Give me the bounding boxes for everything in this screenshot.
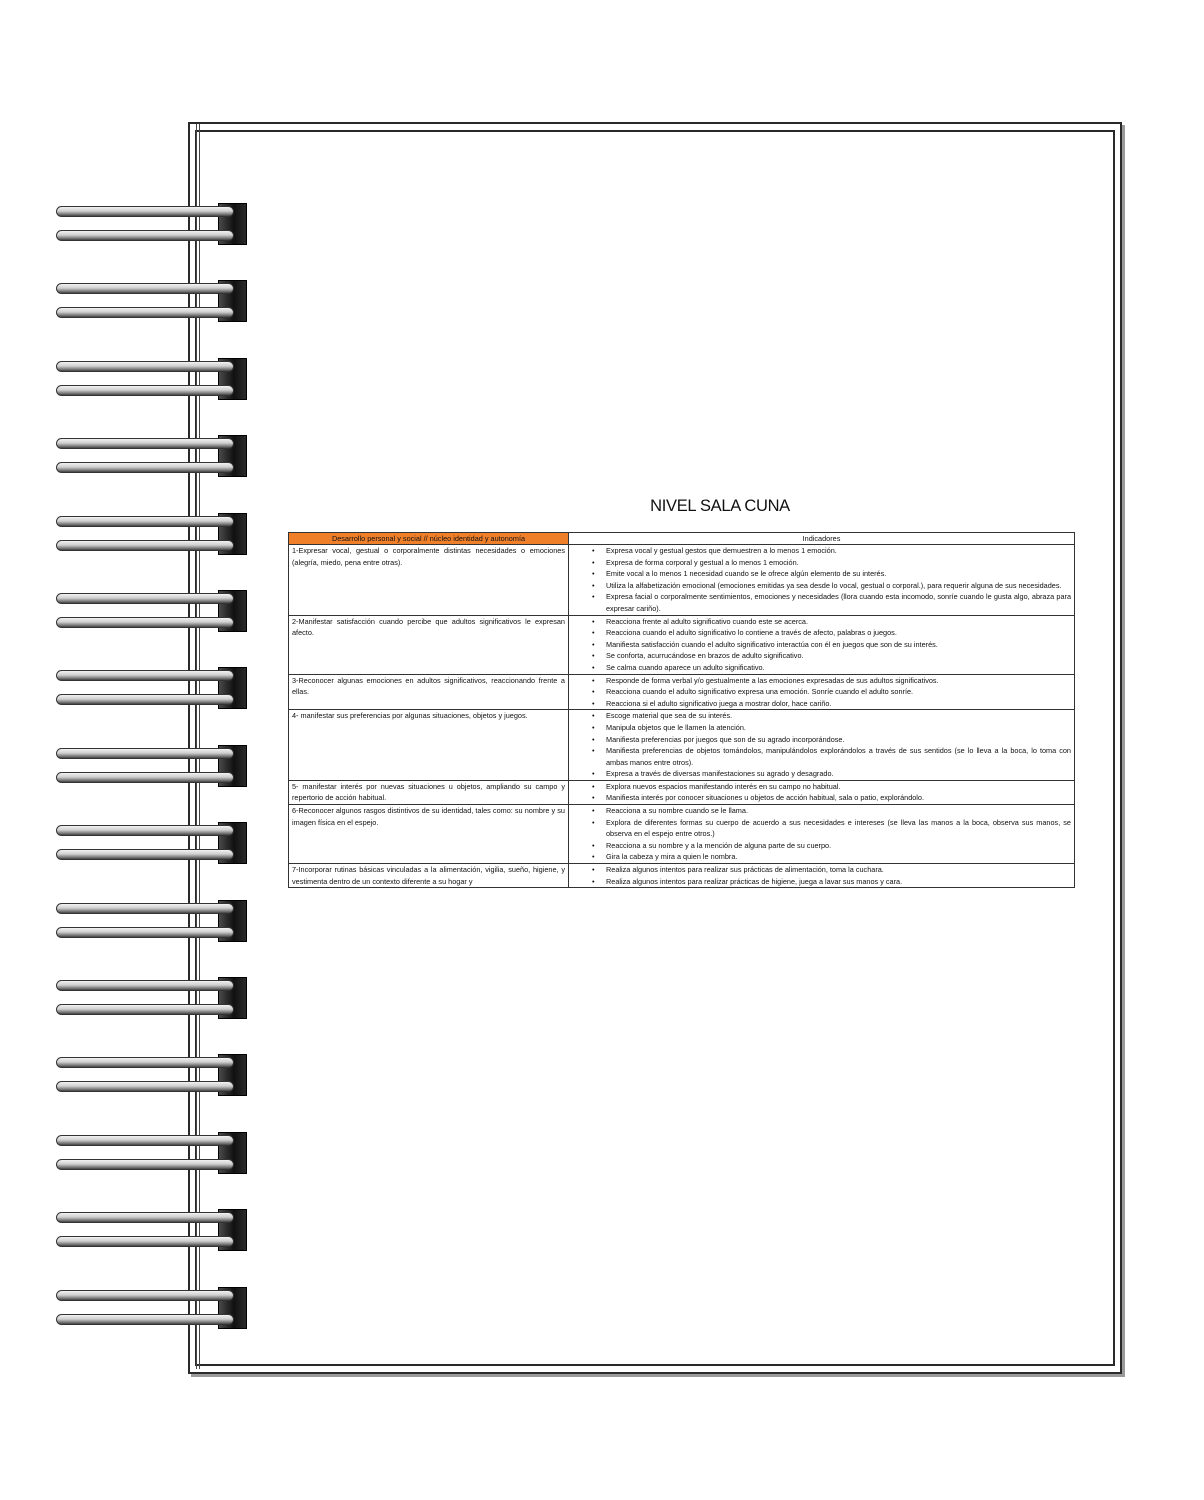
spiral-ring	[56, 1081, 234, 1092]
spiral-ring	[56, 1135, 234, 1146]
indicator-list	[572, 675, 1071, 710]
indicators-cell	[569, 545, 1075, 616]
indicator-item: • Explora nuevos espacios manifestando interés en su campo no habitual.	[572, 781, 1071, 793]
indicator-item: • Expresa a través de diversas manifestaciones su agrado y desagrado.	[572, 768, 1071, 780]
indicator-item: • Manifiesta satisfacción cuando el adulto significativo interactúa con él en juegos que son de su interés.	[572, 639, 1071, 651]
objective-cell: 5- manifestar interés por nuevas situaciones u objetos, ampliando su campo y repertorio de acción habitual.	[289, 780, 569, 804]
spiral-ring	[56, 980, 234, 991]
indicator-item: • Manipula objetos que le llamen la atención.	[572, 722, 1071, 734]
indicator-item: • Reacciona cuando el adulto significativo expresa una emoción. Sonríe cuando el adulto sonríe.	[572, 686, 1071, 698]
spiral-ring	[56, 903, 234, 914]
indicator-list	[572, 616, 1071, 674]
spiral-ring	[56, 927, 234, 938]
indicator-item: • Reacciona frente al adulto significativo cuando este se acerca.	[572, 616, 1071, 628]
indicator-item: • Realiza algunos intentos para realizar sus prácticas de alimentación, toma la cuchara.	[572, 864, 1071, 876]
indicators-cell	[569, 864, 1075, 888]
table-row	[289, 710, 1075, 781]
objective-cell: 3-Reconocer algunas emociones en adultos significativos, reaccionando frente a ellas.	[289, 674, 569, 710]
table-header-row	[289, 533, 1075, 545]
indicators-cell	[569, 805, 1075, 864]
spiral-ring	[56, 230, 234, 241]
spiral-ring	[56, 694, 234, 705]
indicator-item: • Utiliza la alfabetización emocional (emociones emitidas ya sea desde lo vocal, gestual o corporal.), para requerir alguna de sus necesidades.	[572, 580, 1071, 592]
spiral-ring	[56, 1314, 234, 1325]
indicator-item: • Gira la cabeza y mira a quien le nombra.	[572, 851, 1071, 863]
spiral-ring	[56, 748, 234, 759]
indicator-list	[572, 805, 1071, 863]
indicator-item: • Expresa facial o corporalmente sentimientos, emociones y necesidades (llora cuando esta incomodo, sonríe cuando le gusta algo, abraza para expresar cariño).	[572, 591, 1071, 614]
spiral-ring	[56, 462, 234, 473]
table-row	[289, 864, 1075, 888]
indicator-item: • Se calma cuando aparece un adulto significativo.	[572, 662, 1071, 674]
indicator-item: • Manifiesta preferencias de objetos tomándolos, manipulándolos explorándolos a través de sus sentidos (se lo lleva a la boca, lo toma con ambas manos entre otros).	[572, 745, 1071, 768]
spiral-ring	[56, 1236, 234, 1247]
spiral-ring	[56, 361, 234, 372]
objective-cell: 2-Manifestar satisfacción cuando percibe que adultos significativos le expresan afecto.	[289, 615, 569, 674]
indicator-item: • Emite vocal a lo menos 1 necesidad cuando se le ofrece algún elemento de su interés.	[572, 568, 1071, 580]
indicators-cell	[569, 615, 1075, 674]
indicators-cell	[569, 710, 1075, 781]
indicator-item: • Escoge material que sea de su interés.	[572, 710, 1071, 722]
spiral-ring	[56, 1290, 234, 1301]
indicator-item: • Expresa vocal y gestual gestos que demuestren a lo menos 1 emoción.	[572, 545, 1071, 557]
header-objectives: Desarrollo personal y social // núcleo identidad y autonomía	[289, 533, 569, 545]
indicator-item: • Explora de diferentes formas su cuerpo de acuerdo a sus necesidades e intereses (se lleva las manos a la boca, observa sus manos, se observa en el espejo entre otros.)	[572, 817, 1071, 840]
indicator-list	[572, 864, 1071, 887]
table-row	[289, 545, 1075, 616]
spiral-ring	[56, 540, 234, 551]
indicator-list	[572, 710, 1071, 780]
indicators-cell	[569, 780, 1075, 804]
spiral-ring	[56, 849, 234, 860]
spiral-ring	[56, 1004, 234, 1015]
spiral-ring	[56, 516, 234, 527]
spiral-ring	[56, 772, 234, 783]
indicator-list	[572, 781, 1071, 804]
objective-cell: 6-Reconocer algunos rasgos distintivos de su identidad, tales como: su nombre y su imagen física en el espejo.	[289, 805, 569, 864]
table-row	[289, 805, 1075, 864]
spiral-ring	[56, 206, 234, 217]
spiral-ring	[56, 617, 234, 628]
spiral-ring	[56, 307, 234, 318]
indicator-item: • Realiza algunos intentos para realizar prácticas de higiene, juega a lavar sus manos y cara.	[572, 876, 1071, 888]
spiral-ring	[56, 1212, 234, 1223]
spiral-ring	[56, 438, 234, 449]
objective-cell: 1-Expresar vocal, gestual o corporalmente distintas necesidades o emociones (alegría, miedo, pena entre otras).	[289, 545, 569, 616]
spiral-ring	[56, 670, 234, 681]
indicator-list	[572, 545, 1071, 615]
indicator-item: • Se conforta, acurrucándose en brazos de adulto significativo.	[572, 650, 1071, 662]
objective-cell: 4- manifestar sus preferencias por algunas situaciones, objetos y juegos.	[289, 710, 569, 781]
spiral-ring	[56, 825, 234, 836]
spiral-ring	[56, 385, 234, 396]
table-row	[289, 674, 1075, 710]
indicator-item: • Responde de forma verbal y/o gestualmente a las emociones expresadas de sus adultos significativos.	[572, 675, 1071, 687]
indicator-item: • Reacciona si el adulto significativo juega a mostrar dolor, hace cariño.	[572, 698, 1071, 710]
indicators-table	[288, 532, 1075, 888]
page-title: NIVEL SALA CUNA	[650, 497, 790, 515]
spiral-ring	[56, 1159, 234, 1170]
indicator-item: • Reacciona cuando el adulto significativo lo contiene a través de afecto, palabras o juegos.	[572, 627, 1071, 639]
indicator-item: • Expresa de forma corporal y gestual a lo menos 1 emoción.	[572, 557, 1071, 569]
spiral-ring	[56, 1057, 234, 1068]
indicator-item: • Reacciona a su nombre y a la mención de alguna parte de su cuerpo.	[572, 840, 1071, 852]
table-row	[289, 615, 1075, 674]
indicators-cell	[569, 674, 1075, 710]
spiral-ring	[56, 283, 234, 294]
indicator-item: • Manifiesta interés por conocer situaciones u objetos de acción habitual, sala o patio, explorándolo.	[572, 792, 1071, 804]
indicator-item: • Manifiesta preferencias por juegos que son de su agrado incorporándose.	[572, 734, 1071, 746]
indicator-item: • Reacciona a su nombre cuando se le llama.	[572, 805, 1071, 817]
objective-cell: 7-Incorporar rutinas básicas vinculadas a la alimentación, vigilia, sueño, higiene, y vestimenta dentro de un contexto diferente a su hogar y	[289, 864, 569, 888]
spiral-ring	[56, 593, 234, 604]
header-indicators: Indicadores	[569, 533, 1075, 545]
table-row	[289, 780, 1075, 804]
